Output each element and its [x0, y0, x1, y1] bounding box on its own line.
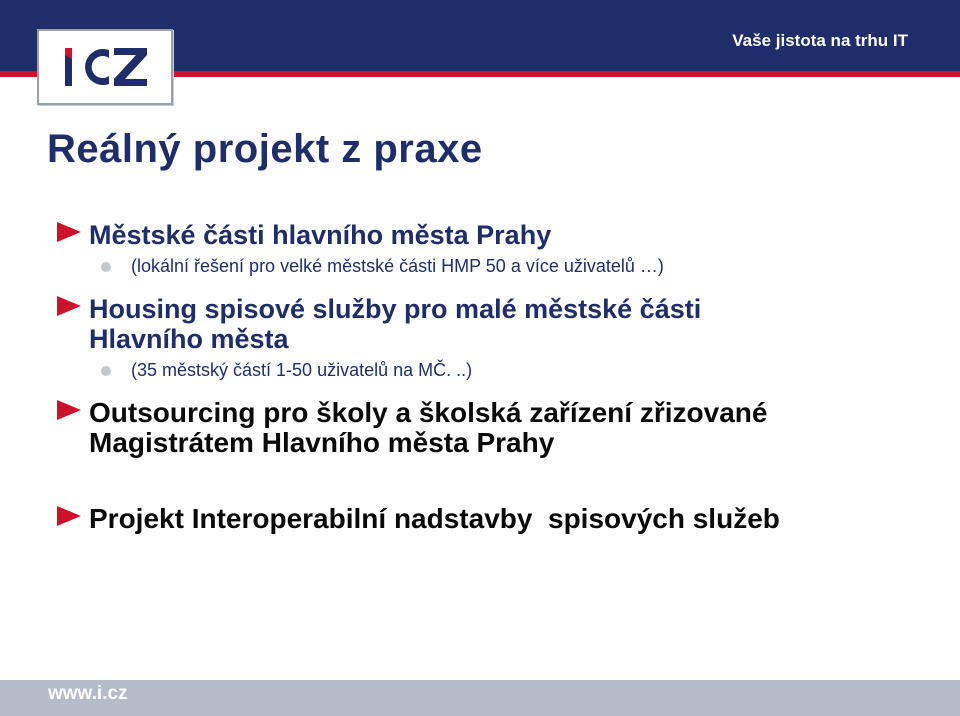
- bullet-line: Hlavního města: [89, 324, 289, 354]
- bullet-item: [57, 220, 551, 250]
- footer-band: [0, 680, 960, 716]
- triangle-right-icon: [57, 504, 81, 528]
- header-tagline: Vaše jistota na trhu IT: [732, 31, 908, 50]
- triangle-right-icon: [57, 398, 81, 422]
- bullet-line: Projekt Interoperabilní nadstavby spisových služeb: [89, 503, 780, 534]
- bullet-item: [57, 504, 780, 534]
- bullet-item: [57, 398, 767, 458]
- logo-letter-z: [114, 48, 147, 86]
- sub-bullet-text: (lokální řešení pro velké městské části HMP 50 a více uživatelů …): [131, 256, 664, 276]
- bullet-line: Městské části hlavního města Prahy: [89, 220, 552, 250]
- bullet-item: [57, 294, 701, 354]
- bullet-dot-icon: [101, 366, 111, 376]
- bullet-text: [89, 398, 767, 458]
- bullet-text: [89, 220, 551, 250]
- logo-letter-c: [85, 49, 109, 85]
- sub-bullet-text: (35 městský částí 1-50 uživatelů na MČ. ..): [131, 360, 473, 380]
- bullet-line: Housing spisové služby pro malé městské části: [89, 294, 702, 324]
- bullet-line: Magistrátem Hlavního města Prahy: [89, 427, 555, 458]
- sub-bullet-item: [101, 360, 472, 381]
- triangle-right-icon: [57, 220, 81, 244]
- bullet-dot-icon: [101, 262, 111, 272]
- bullet-line: Outsourcing pro školy a školská zařízení zřizované: [89, 397, 768, 428]
- slide-title: Reálný projekt z praxe: [47, 127, 483, 171]
- icz-logo: [37, 29, 173, 105]
- triangle-right-icon: [57, 294, 81, 318]
- bullet-text: [89, 294, 701, 354]
- footer-url: www.i.cz: [48, 683, 128, 704]
- bullet-text: [89, 504, 780, 534]
- sub-bullet-item: [101, 256, 664, 277]
